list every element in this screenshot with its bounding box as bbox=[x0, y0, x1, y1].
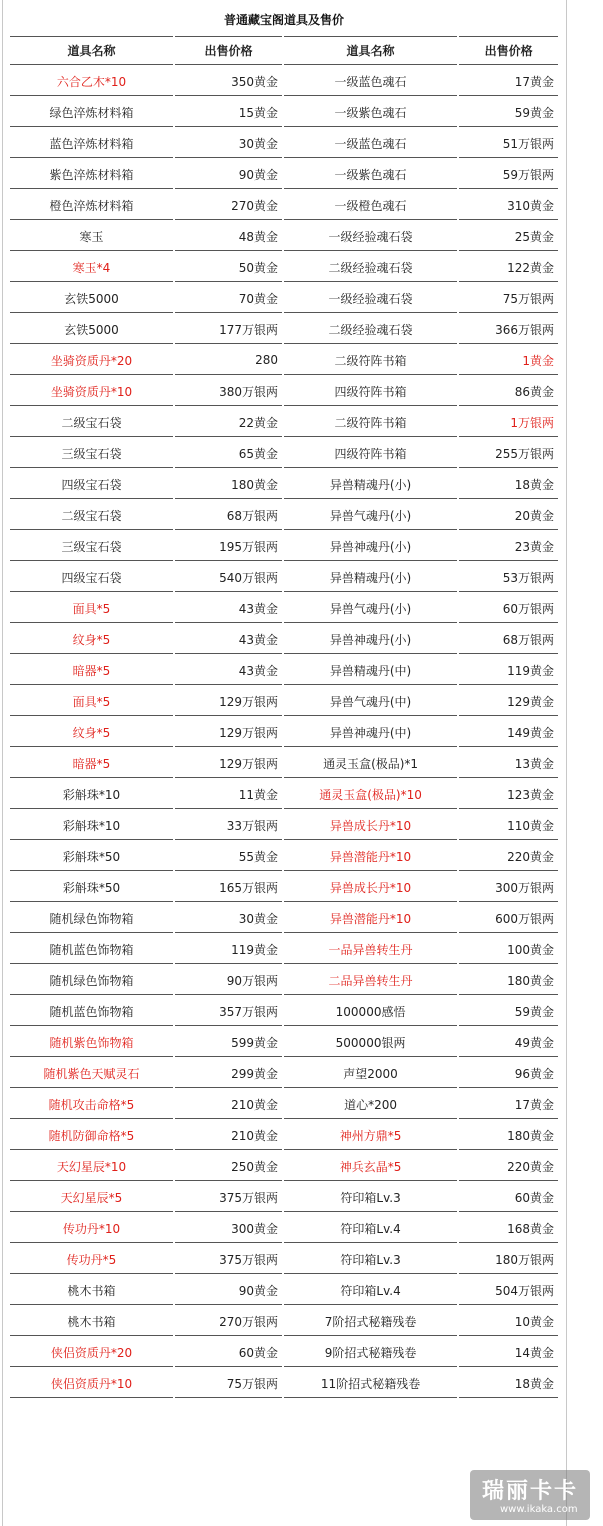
item-price-right: 49黄金 bbox=[459, 1028, 558, 1057]
item-price-left: 90万银两 bbox=[175, 966, 282, 995]
item-name-right: 一级蓝色魂石 bbox=[284, 129, 457, 158]
table-row bbox=[10, 1214, 558, 1243]
item-price-left: 48黄金 bbox=[175, 222, 282, 251]
item-name-right: 异兽潜能丹*10 bbox=[284, 842, 457, 871]
item-name-right: 一品异兽转生丹 bbox=[284, 935, 457, 964]
header-price-1: 出售价格 bbox=[175, 36, 282, 65]
table-row bbox=[10, 67, 558, 96]
item-price-right: 13黄金 bbox=[459, 749, 558, 778]
item-name-left: 暗器*5 bbox=[10, 656, 173, 685]
item-name-right: 神兵玄晶*5 bbox=[284, 1152, 457, 1181]
item-price-left: 43黄金 bbox=[175, 656, 282, 685]
table-row bbox=[10, 1121, 558, 1150]
item-price-right: 59黄金 bbox=[459, 98, 558, 127]
table-row bbox=[10, 687, 558, 716]
item-name-right: 符印箱Lv.3 bbox=[284, 1245, 457, 1274]
item-price-left: 129万银两 bbox=[175, 718, 282, 747]
item-name-left: 二级宝石袋 bbox=[10, 501, 173, 530]
item-price-left: 33万银两 bbox=[175, 811, 282, 840]
table-row bbox=[10, 780, 558, 809]
item-price-right: 168黄金 bbox=[459, 1214, 558, 1243]
item-price-left: 30黄金 bbox=[175, 904, 282, 933]
item-price-right: 220黄金 bbox=[459, 1152, 558, 1181]
table-row bbox=[10, 98, 558, 127]
item-name-left: 寒玉 bbox=[10, 222, 173, 251]
item-name-left: 随机紫色天赋灵石 bbox=[10, 1059, 173, 1088]
item-price-left: 129万银两 bbox=[175, 749, 282, 778]
item-name-left: 桃木书箱 bbox=[10, 1307, 173, 1336]
item-name-right: 二级经验魂石袋 bbox=[284, 253, 457, 282]
item-price-left: 60黄金 bbox=[175, 1338, 282, 1367]
item-price-left: 375万银两 bbox=[175, 1183, 282, 1212]
item-name-left: 纹身*5 bbox=[10, 718, 173, 747]
item-name-left: 彩斛珠*10 bbox=[10, 811, 173, 840]
table-row bbox=[10, 501, 558, 530]
item-name-left: 坐骑资质丹*20 bbox=[10, 346, 173, 375]
item-price-right: 180黄金 bbox=[459, 1121, 558, 1150]
item-price-right: 255万银两 bbox=[459, 439, 558, 468]
table-row bbox=[10, 1276, 558, 1305]
item-name-right: 四级符阵书箱 bbox=[284, 377, 457, 406]
item-price-left: 30黄金 bbox=[175, 129, 282, 158]
item-name-left: 寒玉*4 bbox=[10, 253, 173, 282]
item-price-right: 68万银两 bbox=[459, 625, 558, 654]
item-name-right: 异兽神魂丹(中) bbox=[284, 718, 457, 747]
watermark-url: www.ikaka.com bbox=[500, 1504, 578, 1515]
item-name-right: 500000银两 bbox=[284, 1028, 457, 1057]
item-price-left: 50黄金 bbox=[175, 253, 282, 282]
item-name-left: 随机绿色饰物箱 bbox=[10, 904, 173, 933]
item-price-left: 599黄金 bbox=[175, 1028, 282, 1057]
item-price-left: 75万银两 bbox=[175, 1369, 282, 1398]
item-price-right: 25黄金 bbox=[459, 222, 558, 251]
table-row bbox=[10, 625, 558, 654]
table-row bbox=[10, 532, 558, 561]
item-name-right: 道心*200 bbox=[284, 1090, 457, 1119]
item-name-left: 传功丹*5 bbox=[10, 1245, 173, 1274]
item-price-right: 53万银两 bbox=[459, 563, 558, 592]
table-row bbox=[10, 1090, 558, 1119]
item-price-right: 1万银两 bbox=[459, 408, 558, 437]
item-name-right: 异兽成长丹*10 bbox=[284, 811, 457, 840]
table-row bbox=[10, 1245, 558, 1274]
item-price-right: 59万银两 bbox=[459, 160, 558, 189]
table-row bbox=[10, 904, 558, 933]
item-name-left: 随机防御命格*5 bbox=[10, 1121, 173, 1150]
item-price-right: 122黄金 bbox=[459, 253, 558, 282]
watermark-logo bbox=[470, 1470, 590, 1520]
item-name-right: 异兽潜能丹*10 bbox=[284, 904, 457, 933]
item-price-left: 43黄金 bbox=[175, 625, 282, 654]
table-row bbox=[10, 160, 558, 189]
item-name-right: 一级经验魂石袋 bbox=[284, 284, 457, 313]
item-price-left: 380万银两 bbox=[175, 377, 282, 406]
item-name-left: 桃木书箱 bbox=[10, 1276, 173, 1305]
item-price-right: 14黄金 bbox=[459, 1338, 558, 1367]
item-price-right: 220黄金 bbox=[459, 842, 558, 871]
item-price-left: 70黄金 bbox=[175, 284, 282, 313]
item-price-right: 129黄金 bbox=[459, 687, 558, 716]
item-price-left: 280 bbox=[175, 346, 282, 375]
table-row bbox=[10, 284, 558, 313]
item-name-right: 一级蓝色魂石 bbox=[284, 67, 457, 96]
table-row bbox=[10, 377, 558, 406]
header-row bbox=[10, 36, 558, 65]
item-name-left: 橙色淬炼材料箱 bbox=[10, 191, 173, 220]
header-item-name-2: 道具名称 bbox=[284, 36, 457, 65]
item-price-left: 68万银两 bbox=[175, 501, 282, 530]
item-name-right: 异兽气魂丹(小) bbox=[284, 501, 457, 530]
item-price-right: 60万银两 bbox=[459, 594, 558, 623]
item-price-right: 75万银两 bbox=[459, 284, 558, 313]
item-price-right: 10黄金 bbox=[459, 1307, 558, 1336]
item-name-right: 异兽精魂丹(小) bbox=[284, 563, 457, 592]
table-row bbox=[10, 935, 558, 964]
table-row bbox=[10, 997, 558, 1026]
table-row bbox=[10, 408, 558, 437]
watermark-main-text: 瑞丽卡卡 bbox=[482, 1479, 579, 1504]
item-price-right: 180黄金 bbox=[459, 966, 558, 995]
item-name-left: 彩斛珠*50 bbox=[10, 873, 173, 902]
table-row bbox=[10, 1307, 558, 1336]
item-name-right: 异兽精魂丹(中) bbox=[284, 656, 457, 685]
item-name-right: 异兽气魂丹(中) bbox=[284, 687, 457, 716]
table-row bbox=[10, 656, 558, 685]
table-row bbox=[10, 563, 558, 592]
table-row bbox=[10, 129, 558, 158]
item-price-left: 210黄金 bbox=[175, 1090, 282, 1119]
item-name-left: 侠侣资质丹*10 bbox=[10, 1369, 173, 1398]
item-name-right: 二级经验魂石袋 bbox=[284, 315, 457, 344]
item-name-right: 一级橙色魂石 bbox=[284, 191, 457, 220]
item-name-right: 一级紫色魂石 bbox=[284, 160, 457, 189]
item-name-left: 彩斛珠*10 bbox=[10, 780, 173, 809]
item-name-right: 异兽神魂丹(小) bbox=[284, 532, 457, 561]
item-name-right: 符印箱Lv.3 bbox=[284, 1183, 457, 1212]
table-row bbox=[10, 811, 558, 840]
item-price-right: 123黄金 bbox=[459, 780, 558, 809]
item-name-right: 异兽成长丹*10 bbox=[284, 873, 457, 902]
item-price-right: 119黄金 bbox=[459, 656, 558, 685]
item-name-left: 纹身*5 bbox=[10, 625, 173, 654]
item-name-left: 玄铁5000 bbox=[10, 284, 173, 313]
table-row bbox=[10, 1152, 558, 1181]
item-price-left: 350黄金 bbox=[175, 67, 282, 96]
item-name-left: 紫色淬炼材料箱 bbox=[10, 160, 173, 189]
table-row bbox=[10, 470, 558, 499]
item-name-right: 100000感悟 bbox=[284, 997, 457, 1026]
item-name-left: 面具*5 bbox=[10, 687, 173, 716]
price-table bbox=[8, 34, 560, 1400]
item-price-right: 110黄金 bbox=[459, 811, 558, 840]
item-price-left: 300黄金 bbox=[175, 1214, 282, 1243]
item-price-left: 375万银两 bbox=[175, 1245, 282, 1274]
item-name-left: 面具*5 bbox=[10, 594, 173, 623]
item-price-left: 90黄金 bbox=[175, 160, 282, 189]
item-name-right: 神州方鼎*5 bbox=[284, 1121, 457, 1150]
item-name-left: 三级宝石袋 bbox=[10, 439, 173, 468]
item-name-right: 一级经验魂石袋 bbox=[284, 222, 457, 251]
item-name-left: 随机蓝色饰物箱 bbox=[10, 935, 173, 964]
item-price-left: 177万银两 bbox=[175, 315, 282, 344]
table-row bbox=[10, 1059, 558, 1088]
item-price-right: 300万银两 bbox=[459, 873, 558, 902]
item-price-right: 600万银两 bbox=[459, 904, 558, 933]
item-name-left: 四级宝石袋 bbox=[10, 563, 173, 592]
item-name-right: 11阶招式秘籍残卷 bbox=[284, 1369, 457, 1398]
item-price-right: 86黄金 bbox=[459, 377, 558, 406]
item-price-left: 22黄金 bbox=[175, 408, 282, 437]
table-row bbox=[10, 191, 558, 220]
item-price-right: 149黄金 bbox=[459, 718, 558, 747]
item-name-left: 暗器*5 bbox=[10, 749, 173, 778]
item-name-right: 异兽精魂丹(小) bbox=[284, 470, 457, 499]
item-name-right: 通灵玉盒(极品)*1 bbox=[284, 749, 457, 778]
item-price-left: 195万银两 bbox=[175, 532, 282, 561]
item-name-left: 蓝色淬炼材料箱 bbox=[10, 129, 173, 158]
item-price-left: 210黄金 bbox=[175, 1121, 282, 1150]
table-row bbox=[10, 222, 558, 251]
table-row bbox=[10, 1369, 558, 1398]
item-price-right: 17黄金 bbox=[459, 67, 558, 96]
item-name-right: 一级紫色魂石 bbox=[284, 98, 457, 127]
item-name-left: 天幻星辰*10 bbox=[10, 1152, 173, 1181]
item-name-left: 彩斛珠*50 bbox=[10, 842, 173, 871]
item-price-right: 1黄金 bbox=[459, 346, 558, 375]
item-name-left: 玄铁5000 bbox=[10, 315, 173, 344]
item-price-right: 23黄金 bbox=[459, 532, 558, 561]
item-price-left: 250黄金 bbox=[175, 1152, 282, 1181]
item-price-left: 65黄金 bbox=[175, 439, 282, 468]
item-name-left: 侠侣资质丹*20 bbox=[10, 1338, 173, 1367]
table-row bbox=[10, 315, 558, 344]
item-price-left: 11黄金 bbox=[175, 780, 282, 809]
table-row bbox=[10, 966, 558, 995]
table-row bbox=[10, 1028, 558, 1057]
table-row bbox=[10, 1183, 558, 1212]
item-price-right: 20黄金 bbox=[459, 501, 558, 530]
item-name-right: 声望2000 bbox=[284, 1059, 457, 1088]
item-name-right: 二级符阵书箱 bbox=[284, 346, 457, 375]
item-name-left: 坐骑资质丹*10 bbox=[10, 377, 173, 406]
item-price-left: 165万银两 bbox=[175, 873, 282, 902]
table-row bbox=[10, 439, 558, 468]
table-row bbox=[10, 253, 558, 282]
item-price-left: 299黄金 bbox=[175, 1059, 282, 1088]
item-price-left: 129万银两 bbox=[175, 687, 282, 716]
table-row bbox=[10, 346, 558, 375]
item-name-right: 9阶招式秘籍残卷 bbox=[284, 1338, 457, 1367]
item-name-right: 通灵玉盒(极品)*10 bbox=[284, 780, 457, 809]
item-price-right: 17黄金 bbox=[459, 1090, 558, 1119]
item-price-left: 540万银两 bbox=[175, 563, 282, 592]
table-row bbox=[10, 842, 558, 871]
item-price-right: 18黄金 bbox=[459, 1369, 558, 1398]
item-name-left: 六合乙木*10 bbox=[10, 67, 173, 96]
table-row bbox=[10, 1338, 558, 1367]
item-price-right: 180万银两 bbox=[459, 1245, 558, 1274]
item-price-left: 15黄金 bbox=[175, 98, 282, 127]
item-price-right: 60黄金 bbox=[459, 1183, 558, 1212]
item-name-left: 二级宝石袋 bbox=[10, 408, 173, 437]
item-price-left: 357万银两 bbox=[175, 997, 282, 1026]
item-price-left: 90黄金 bbox=[175, 1276, 282, 1305]
item-price-left: 43黄金 bbox=[175, 594, 282, 623]
item-price-right: 100黄金 bbox=[459, 935, 558, 964]
table-row bbox=[10, 718, 558, 747]
item-price-right: 310黄金 bbox=[459, 191, 558, 220]
item-price-right: 51万银两 bbox=[459, 129, 558, 158]
header-price-2: 出售价格 bbox=[459, 36, 558, 65]
item-price-left: 180黄金 bbox=[175, 470, 282, 499]
header-item-name-1: 道具名称 bbox=[10, 36, 173, 65]
item-name-left: 随机蓝色饰物箱 bbox=[10, 997, 173, 1026]
item-name-left: 随机紫色饰物箱 bbox=[10, 1028, 173, 1057]
item-name-left: 绿色淬炼材料箱 bbox=[10, 98, 173, 127]
item-name-left: 随机绿色饰物箱 bbox=[10, 966, 173, 995]
item-price-left: 119黄金 bbox=[175, 935, 282, 964]
table-row bbox=[10, 749, 558, 778]
item-price-right: 59黄金 bbox=[459, 997, 558, 1026]
item-name-right: 四级符阵书箱 bbox=[284, 439, 457, 468]
item-name-right: 符印箱Lv.4 bbox=[284, 1214, 457, 1243]
item-price-left: 55黄金 bbox=[175, 842, 282, 871]
item-price-left: 270万银两 bbox=[175, 1307, 282, 1336]
item-name-left: 四级宝石袋 bbox=[10, 470, 173, 499]
table-title: 普通藏宝阁道具及售价 bbox=[223, 13, 344, 27]
item-price-right: 504万银两 bbox=[459, 1276, 558, 1305]
table-row bbox=[10, 594, 558, 623]
item-price-right: 366万银两 bbox=[459, 315, 558, 344]
item-name-right: 符印箱Lv.4 bbox=[284, 1276, 457, 1305]
item-name-right: 二级符阵书箱 bbox=[284, 408, 457, 437]
item-name-left: 随机攻击命格*5 bbox=[10, 1090, 173, 1119]
item-name-left: 传功丹*10 bbox=[10, 1214, 173, 1243]
item-name-right: 异兽神魂丹(小) bbox=[284, 625, 457, 654]
item-name-right: 异兽气魂丹(小) bbox=[284, 594, 457, 623]
item-price-right: 18黄金 bbox=[459, 470, 558, 499]
item-price-left: 270黄金 bbox=[175, 191, 282, 220]
item-price-right: 96黄金 bbox=[459, 1059, 558, 1088]
item-name-right: 7阶招式秘籍残卷 bbox=[284, 1307, 457, 1336]
item-name-left: 天幻星辰*5 bbox=[10, 1183, 173, 1212]
table-row bbox=[10, 873, 558, 902]
item-name-left: 三级宝石袋 bbox=[10, 532, 173, 561]
item-name-right: 二品异兽转生丹 bbox=[284, 966, 457, 995]
